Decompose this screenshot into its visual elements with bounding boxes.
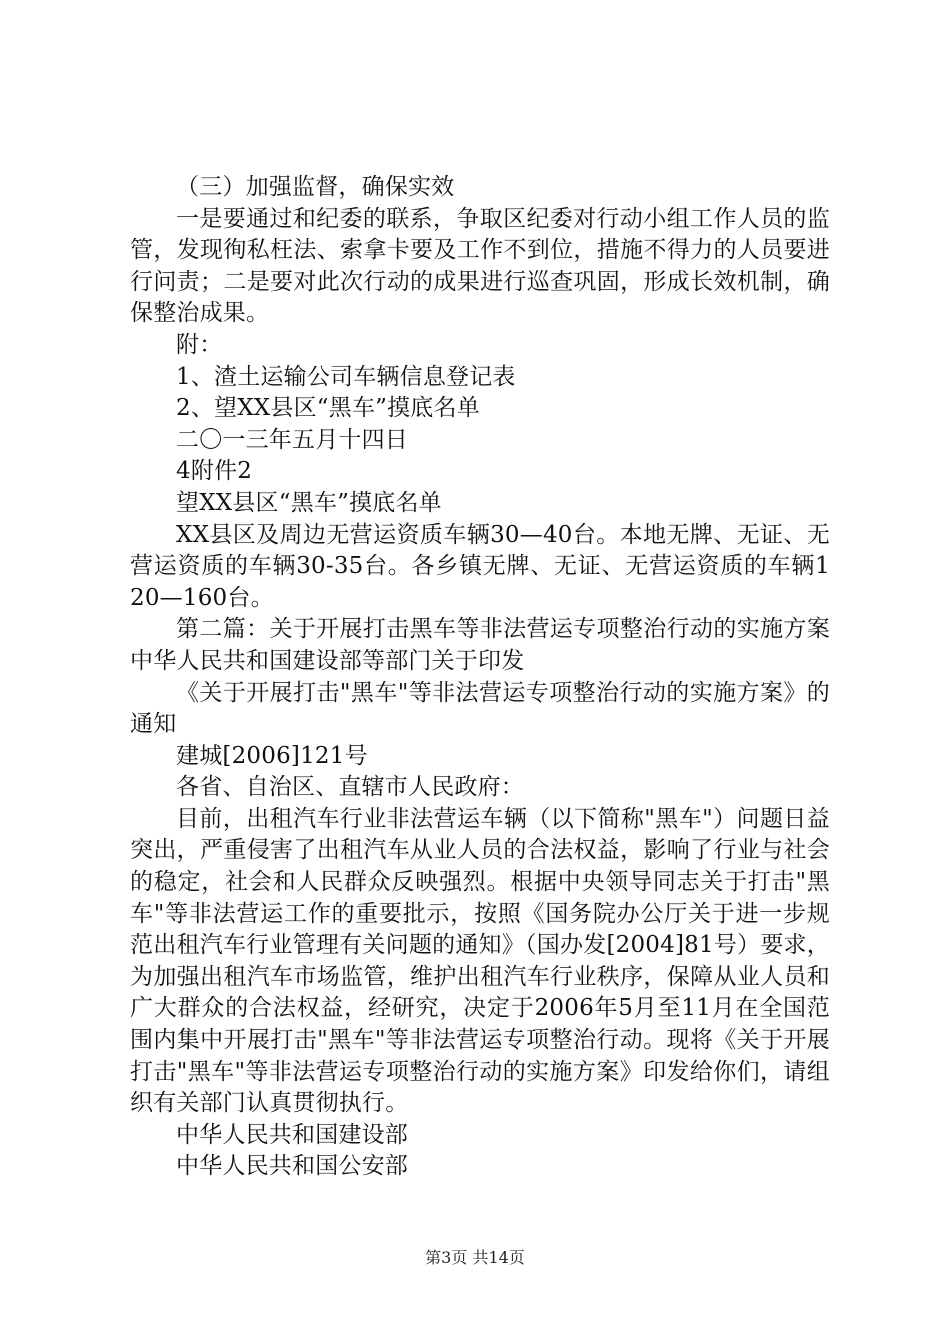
issuer-construction-ministry: 中华人民共和国建设部 (176, 1121, 408, 1148)
chapter-two-heading: 第二篇：关于开展打击黑车等非法营运专项整治行动的实施方案中华人民共和国建设部等部门关于印发 (130, 616, 830, 674)
document-number: 建城[2006]121号 (176, 742, 368, 769)
appendix-title: 望XX县区“黑车”摸底名单 (176, 489, 442, 516)
attachment-item-2: 2、望XX县区“黑车”摸底名单 (176, 395, 480, 422)
document-body (130, 172, 830, 1183)
paragraph-supervision: 一是要通过和纪委的联系，争取区纪委对行动小组工作人员的监管，发现徇私枉法、索拿卡要及工作不到位，措施不得力的人员要进行问责；二是要对此次行动的成果进行巡查巩固，形成长效机制，确保整治成果。 (130, 205, 830, 327)
paragraph-notice-body: 目前，出租汽车行业非法营运车辆（以下简称"黑车"）问题日益突出，严重侵害了出租汽车从业人员的合法权益，影响了行业与社会的稳定，社会和人民群众反映强烈。根据中央领导同志关于打击"黑车"等非法营运工作的重要批示，按照《国务院办公厅关于进一步规范出租汽车行业管理有关问题的通知》（国办发[2004]81号）要求，为加强出租汽车市场监管，维护出租汽车行业秩序，保障从业人员和广大群众的合法权益，经研究，决定于2006年5月至11月在全国范围内集中开展打击"黑车"等非法营运专项整治行动。现将《关于开展打击"黑车"等非法营运专项整治行动的实施方案》印发给你们，请组织有关部门认真贯彻执行。 (130, 805, 830, 1117)
addressee: 各省、自治区、直辖市人民政府： (176, 774, 524, 801)
document-date: 二〇一三年五月十四日 (176, 426, 408, 453)
attachment-item-1: 1、渣土运输公司车辆信息登记表 (176, 363, 516, 390)
appendix-number: 4附件2 (176, 458, 253, 485)
section-heading: （三）加强监督，确保实效 (176, 174, 455, 200)
issuer-public-security-ministry: 中华人民共和国公安部 (176, 1153, 408, 1180)
page-number: 第3页 共14页 (425, 1248, 525, 1267)
notice-title: 《关于开展打击"黑车"等非法营运专项整治行动的实施方案》的通知 (130, 679, 830, 738)
paragraph-vehicle-counts: XX县区及周边无营运资质车辆30—40台。本地无牌、无证、无营运资质的车辆30-35台。各乡镇无牌、无证、无营运资质的车辆120—160台。 (130, 521, 830, 611)
page-footer (0, 1248, 950, 1268)
attachment-label: 附： (176, 331, 223, 358)
